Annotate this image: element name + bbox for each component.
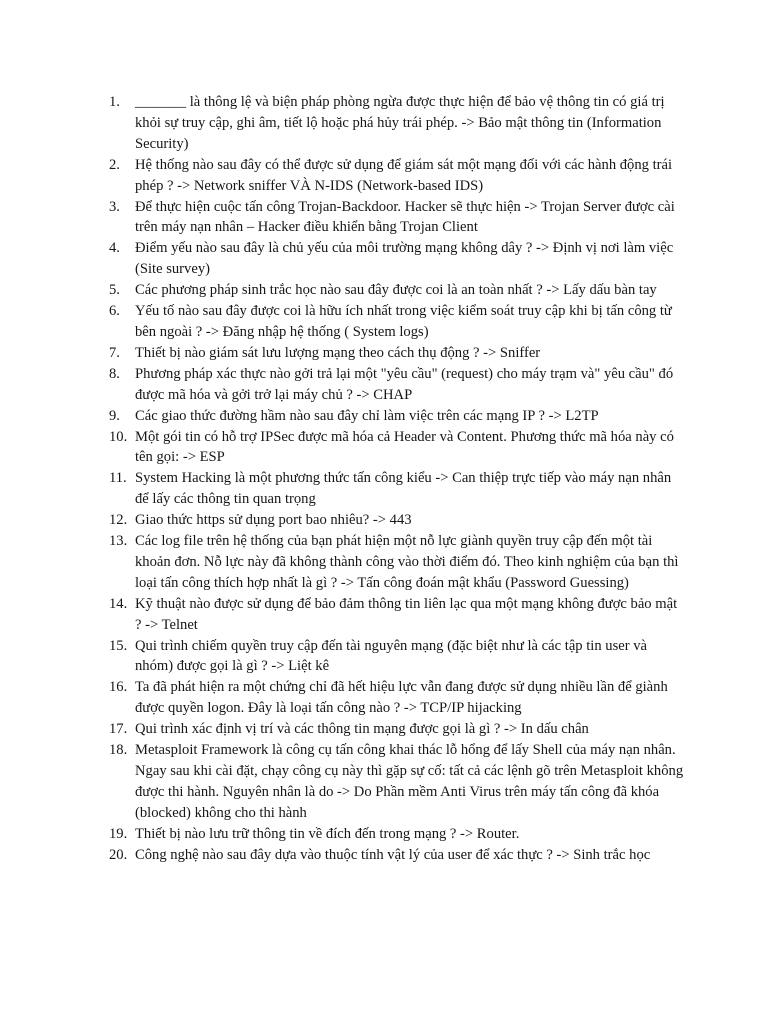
item-number: 11.: [109, 470, 127, 487]
list-item: [109, 824, 684, 845]
item-number: 13.: [109, 533, 128, 550]
list-item: [109, 155, 684, 197]
item-text: Các phương pháp sinh trắc học nào sau đây được coi là an toàn nhất ? -> Lấy dấu bàn tay: [135, 282, 657, 299]
list-item: [109, 740, 684, 824]
list-item: [109, 594, 684, 636]
item-text: Thiết bị nào lưu trữ thông tin về đích đến trong mạng ? -> Router.: [135, 825, 520, 842]
item-text: Thiết bị nào giám sát lưu lượng mạng theo cách thụ động ? -> Sniffer: [135, 344, 541, 361]
item-number: 15.: [109, 637, 128, 654]
list-item: [109, 301, 684, 343]
item-number: 19.: [109, 825, 128, 842]
item-text: _______ là thông lệ và biện pháp phòng ngừa được thực hiện để bảo vệ thông tin có giá trị khỏi sự truy cập, ghi âm, tiết lộ hoặc phá hủy trái phép. -> Bảo mật thông tin (Information Security): [135, 94, 665, 152]
item-number: 8.: [109, 365, 120, 382]
list-item: [109, 677, 684, 719]
list-item: [109, 406, 684, 427]
item-text: Hệ thống nào sau đây có thể được sử dụng để giám sát một mạng đối với các hành động trái phép ? -> Network sniffer VÀ N-IDS (Network-based IDS): [135, 156, 673, 194]
item-text: Một gói tin có hỗ trợ IPSec được mã hóa cả Header và Content. Phương thức mã hóa này có tên gọi: -> ESP: [135, 428, 674, 466]
list-item: [109, 719, 684, 740]
item-text: Phương pháp xác thực nào gởi trả lại một "yêu cầu" (request) cho máy trạm và" yêu cầu" đó được mã hóa và gởi trở lại máy chủ ? -> CHAP: [135, 365, 674, 403]
item-text: Qui trình chiếm quyền truy cập đến tài nguyên mạng (đặc biệt như là các tập tin user và nhóm) được gọi là gì ? -> Liệt kê: [135, 637, 648, 675]
item-text: Giao thức https sử dụng port bao nhiêu? -> 443: [135, 512, 412, 529]
item-number: 2.: [109, 156, 120, 173]
item-text: Kỹ thuật nào được sử dụng để bảo đảm thông tin liên lạc qua một mạng không được bảo mật ? -> Telnet: [135, 595, 678, 633]
list-item: [109, 510, 684, 531]
list-item: [109, 92, 684, 155]
item-number: 10.: [109, 428, 128, 445]
item-number: 17.: [109, 721, 128, 738]
item-text: Ta đã phát hiện ra một chứng chỉ đã hết hiệu lực vẫn đang được sử dụng nhiều lần để giành được quyền logon. Đây là loại tấn công nào ? -> TCP/IP hijacking: [135, 679, 668, 717]
item-text: Công nghệ nào sau đây dựa vào thuộc tính vật lý của user để xác thực ? -> Sinh trắc học: [135, 846, 651, 863]
item-number: 6.: [109, 303, 120, 320]
item-number: 18.: [109, 742, 128, 759]
item-number: 5.: [109, 282, 120, 299]
item-number: 14.: [109, 595, 128, 612]
list-item: [109, 845, 684, 866]
question-list: [109, 92, 684, 866]
item-number: 12.: [109, 512, 128, 529]
item-number: 4.: [109, 240, 120, 257]
item-number: 16.: [109, 679, 128, 696]
item-number: 3.: [109, 198, 120, 215]
list-item: [109, 636, 684, 678]
item-text: Điểm yếu nào sau đây là chủ yếu của môi trường mạng không dây ? -> Định vị nơi làm việc (Site survey): [135, 240, 674, 278]
item-number: 1.: [109, 94, 120, 110]
list-item: [109, 364, 684, 406]
list-item: [109, 531, 684, 594]
list-item: [109, 427, 684, 469]
list-item: [109, 343, 684, 364]
item-text: Để thực hiện cuộc tấn công Trojan-Backdoor. Hacker sẽ thực hiện -> Trojan Server được cài trên máy nạn nhân – Hacker điều khiển bằng Trojan Client: [135, 198, 675, 236]
item-text: Metasploit Framework là công cụ tấn công khai thác lỗ hổng để lấy Shell của máy nạn nhân. Ngay sau khi cài đặt, chạy công cụ này thì gặp sự cố: tất cả các lệnh gõ trên Metasploit không được thi hành. Nguyên nhân là do -> Do Phần mềm Anti Virus trên máy tấn công đã khóa (blocked) không cho thi hành: [135, 742, 684, 821]
item-text: Các giao thức đường hầm nào sau đây chỉ làm việc trên các mạng IP ? -> L2TP: [135, 407, 599, 424]
list-item: [109, 238, 684, 280]
list-item: [109, 197, 684, 239]
item-number: 20.: [109, 846, 128, 863]
list-item: [109, 468, 684, 510]
list-item: [109, 280, 684, 301]
item-text: Qui trình xác định vị trí và các thông tin mạng được gọi là gì ? -> In dấu chân: [135, 721, 589, 738]
item-text: Yếu tố nào sau đây được coi là hữu ích nhất trong việc kiểm soát truy cập khi bị tấn công từ bên ngoài ? -> Đăng nhập hệ thống ( System logs): [135, 303, 672, 340]
item-number: 7.: [109, 344, 120, 361]
item-text: System Hacking là một phương thức tấn công kiểu -> Can thiệp trực tiếp vào máy nạn nhân để lấy các thông tin quan trọng: [135, 470, 672, 508]
item-text: Các log file trên hệ thống của bạn phát hiện một nỗ lực giành quyền truy cập đến một tài khoản đơn. Nỗ lực này đã không thành công vào thời điểm đó. Theo kinh nghiệm của bạn thì loại tấn công thích hợp nhất là gì ? -> Tấn công đoán mật khẩu (Password Guessing): [135, 533, 679, 591]
item-number: 9.: [109, 407, 120, 424]
